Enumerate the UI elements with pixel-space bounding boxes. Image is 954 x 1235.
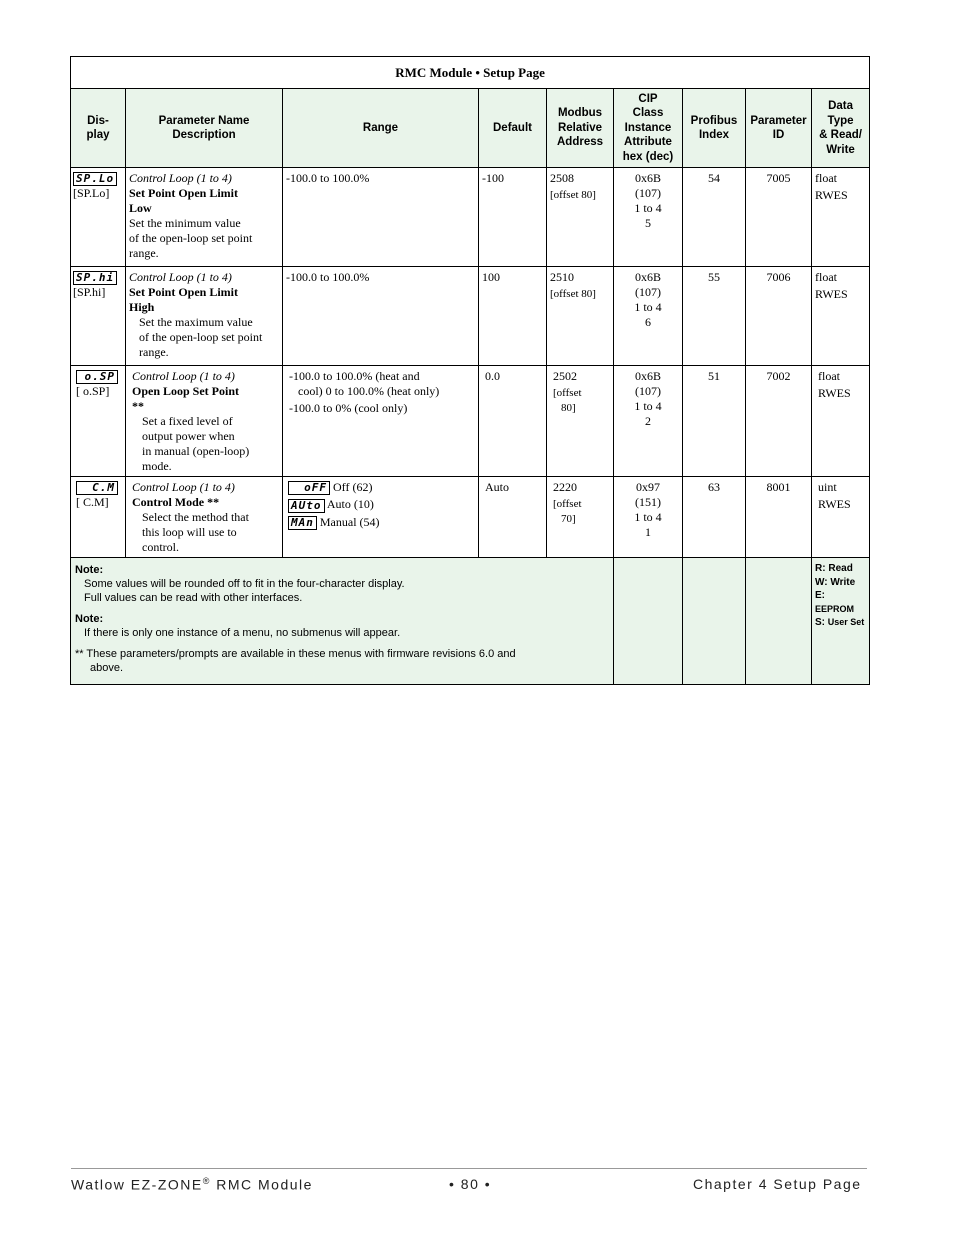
- table-row: [71, 366, 870, 477]
- display-cell: SP.hi [SP.hi]: [71, 267, 126, 366]
- footer-left: Watlow EZ-ZONE® RMC Module: [71, 1176, 313, 1193]
- footer-rule: [71, 1168, 867, 1169]
- header-parameter: Parameter Name Description: [126, 89, 283, 168]
- display-cell: o.SP [ o.SP]: [71, 366, 126, 477]
- lcd-option-icon: MAn: [288, 516, 317, 530]
- option-auto: AUto Auto (10): [288, 497, 475, 512]
- header-default: Default: [479, 89, 547, 168]
- empty-cell: [683, 558, 746, 685]
- lcd-display-icon: o.SP: [76, 370, 118, 384]
- range-cell: [283, 477, 479, 558]
- modbus-cell: 2220 [offset 70]: [547, 477, 614, 558]
- empty-cell: [614, 558, 683, 685]
- default-cell: Auto: [479, 477, 547, 558]
- default-cell: 100: [479, 267, 547, 366]
- footer-right: Chapter 4 Setup Page: [693, 1176, 862, 1192]
- option-manual: MAn Manual (54): [288, 515, 475, 530]
- modbus-cell: 2508 [offset 80]: [547, 168, 614, 267]
- default-cell: -100: [479, 168, 547, 267]
- page-number: • 80 •: [449, 1176, 492, 1192]
- header-range: Range: [283, 89, 479, 168]
- table-row: [71, 267, 870, 366]
- modbus-cell: 2502 [offset 80]: [547, 366, 614, 477]
- table-row: [71, 477, 870, 558]
- parameter-cell: Control Loop (1 to 4) Set Point Open Limit High Set the maximum value of the open-loop set point range.: [126, 267, 283, 366]
- range-cell: -100.0 to 100.0%: [283, 168, 479, 267]
- profibus-cell: 63: [683, 477, 746, 558]
- notes-cell: Note: Some values will be rounded off to fit in the four-character display. Full values can be read with other interfaces. Note: If there is only one instance of a menu, no submenus will appear. ** These parameters/prompts are available in these menus with firmware revisions 6.0 and above.: [71, 558, 614, 685]
- header-modbus: Modbus Relative Address: [547, 89, 614, 168]
- empty-cell: [746, 558, 812, 685]
- parameter-id-cell: 7002: [746, 366, 812, 477]
- profibus-cell: 55: [683, 267, 746, 366]
- header-row: [71, 89, 870, 168]
- parameter-cell: Control Loop (1 to 4) Set Point Open Limit Low Set the minimum value of the open-loop set point range.: [126, 168, 283, 267]
- notes-row: [71, 558, 870, 685]
- parameter-id-cell: 8001: [746, 477, 812, 558]
- data-type-cell: uint RWES: [812, 477, 870, 558]
- table-row: [71, 168, 870, 267]
- display-cell: SP.Lo [SP.Lo]: [71, 168, 126, 267]
- cip-cell: 0x6B (107) 1 to 4 6: [614, 267, 683, 366]
- cip-cell: 0x6B (107) 1 to 4 2: [614, 366, 683, 477]
- parameter-cell: Control Loop (1 to 4) Open Loop Set Point ** Set a fixed level of output power when in manual (open-loop) mode.: [126, 366, 283, 477]
- lcd-display-icon: C.M: [76, 481, 118, 495]
- parameter-id-cell: 7005: [746, 168, 812, 267]
- modbus-cell: 2510 [offset 80]: [547, 267, 614, 366]
- cip-cell: 0x6B (107) 1 to 4 5: [614, 168, 683, 267]
- table-title: RMC Module • Setup Page: [71, 57, 870, 89]
- setup-table: [70, 56, 870, 685]
- legend-cell: R: Read W: Write E: EEPROM S: User Set: [812, 558, 870, 685]
- data-type-cell: float RWES: [812, 168, 870, 267]
- option-off: oFF Off (62): [288, 480, 475, 495]
- data-type-cell: float RWES: [812, 267, 870, 366]
- lcd-option-icon: AUto: [288, 499, 325, 513]
- default-cell: 0.0: [479, 366, 547, 477]
- lcd-display-icon: SP.Lo: [73, 172, 117, 186]
- header-cip: CIP Class Instance Attribute hex (dec): [614, 89, 683, 168]
- cip-cell: 0x97 (151) 1 to 4 1: [614, 477, 683, 558]
- data-type-cell: float RWES: [812, 366, 870, 477]
- header-data-type: Data Type & Read/ Write: [812, 89, 870, 168]
- profibus-cell: 51: [683, 366, 746, 477]
- lcd-display-icon: SP.hi: [73, 271, 117, 285]
- range-cell: -100.0 to 100.0%: [283, 267, 479, 366]
- display-cell: C.M [ C.M]: [71, 477, 126, 558]
- header-display: Dis- play: [71, 89, 126, 168]
- parameter-cell: Control Loop (1 to 4) Control Mode ** Select the method that this loop will use to control.: [126, 477, 283, 558]
- header-profibus: Profibus Index: [683, 89, 746, 168]
- header-parameter-id: Parameter ID: [746, 89, 812, 168]
- range-cell: -100.0 to 100.0% (heat and cool) 0 to 100.0% (heat only) -100.0 to 0% (cool only): [283, 366, 479, 477]
- parameter-id-cell: 7006: [746, 267, 812, 366]
- lcd-option-icon: oFF: [288, 481, 330, 495]
- profibus-cell: 54: [683, 168, 746, 267]
